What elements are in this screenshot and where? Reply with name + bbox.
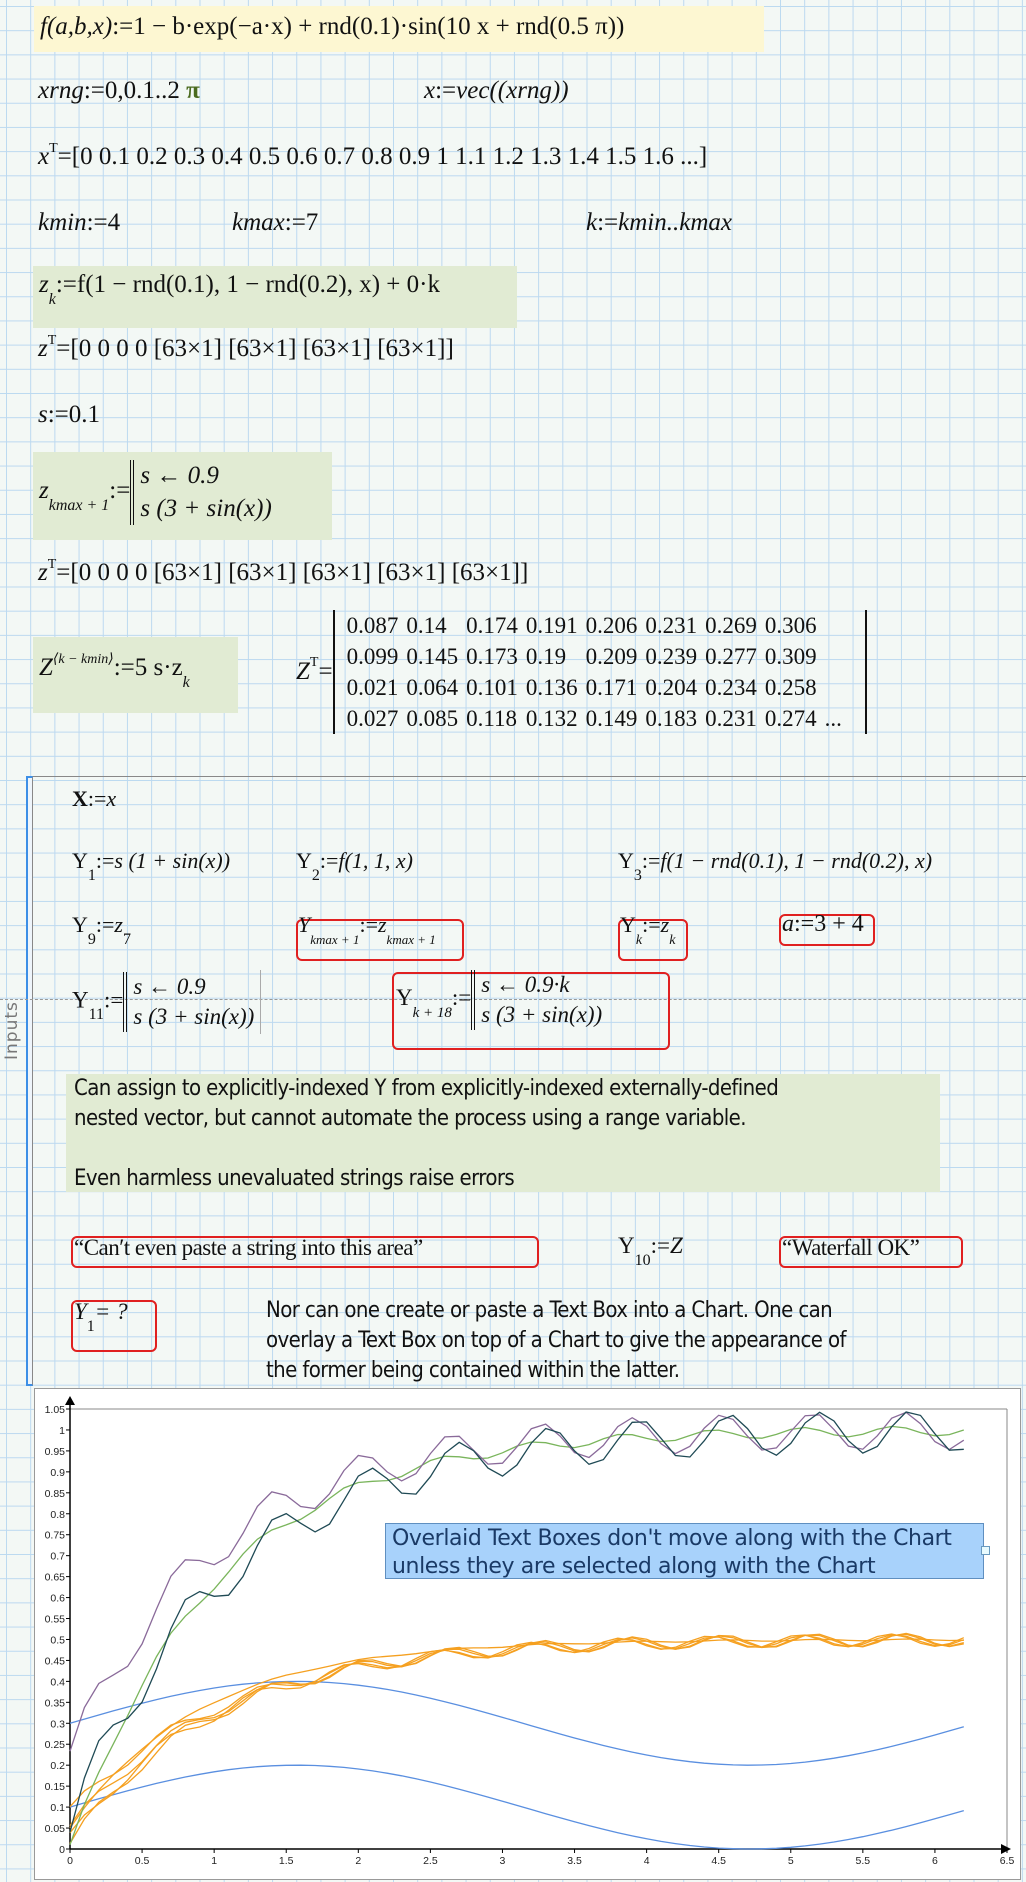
program-block: s ← 0.9·k s (3 + sin(x)) xyxy=(471,970,602,1030)
svg-text:0: 0 xyxy=(59,1844,65,1856)
svg-text:2: 2 xyxy=(355,1855,362,1867)
inputs-region-label: Inputs xyxy=(2,1001,22,1060)
Y10-definition[interactable]: $Y_{10}:=Z$ xyxy=(618,1233,683,1269)
chart-series-line xyxy=(70,1426,964,1844)
svg-text:1: 1 xyxy=(59,1424,65,1437)
svg-text:6.5: 6.5 xyxy=(999,1855,1015,1867)
chart-series-line xyxy=(70,1765,964,1849)
note-textbox-chart[interactable]: Nor can one create or paste a Text Box into a Chart. One can overlay a Text Box on top of a Chart to give the appearance of the former being contained within the latter. xyxy=(266,1298,846,1383)
svg-text:0.05: 0.05 xyxy=(44,1823,65,1836)
program-block: s ← 0.9 s (3 + sin(x)) xyxy=(123,972,254,1032)
svg-text:0: 0 xyxy=(67,1855,73,1867)
matrix-row: 0.021 0.064 0.101 0.136 0.171 0.204 0.234 0.258 xyxy=(346,675,817,700)
svg-text:0.85: 0.85 xyxy=(44,1487,65,1500)
svg-text:4: 4 xyxy=(643,1855,650,1867)
svg-text:0.8: 0.8 xyxy=(50,1508,65,1521)
Yk-definition[interactable]: $Y_k:=z_k$ xyxy=(620,912,676,948)
svg-text:5: 5 xyxy=(787,1855,794,1867)
chart-series-line xyxy=(70,1681,964,1765)
svg-text:4.5: 4.5 xyxy=(711,1855,726,1867)
Z-column-definition[interactable]: $Z^{⟨k - kmin⟩}:=5$ $s\cdot z_k$ xyxy=(33,637,238,713)
svg-text:0.2: 0.2 xyxy=(50,1760,65,1773)
chart-series-line xyxy=(70,1412,964,1832)
inputs-region-collapse-bar[interactable] xyxy=(26,776,33,1386)
s-definition[interactable]: s:=0.1 xyxy=(38,401,101,428)
svg-text:5.5: 5.5 xyxy=(855,1855,871,1867)
f-definition[interactable]: f(a,b,x):=1 − b·exp(−a·x) + rnd(0.1)·sin(10 x + rnd(0.5 π)) xyxy=(34,6,764,52)
svg-text:1.05: 1.05 xyxy=(44,1404,65,1416)
svg-text:0.5: 0.5 xyxy=(134,1855,150,1867)
Y1-definition[interactable]: $Y_1:=s$ (1 + sin(x)) xyxy=(72,848,231,884)
svg-text:0.9: 0.9 xyxy=(50,1466,65,1479)
x-axis-arrow-icon xyxy=(1001,1844,1011,1854)
svg-text:0.45: 0.45 xyxy=(44,1655,65,1668)
svg-text:3.5: 3.5 xyxy=(567,1855,582,1867)
matrix-row: 0.027 0.085 0.118 0.132 0.149 0.183 0.231 0.274 ... xyxy=(346,706,842,731)
Z-transpose-matrix[interactable]: $Z^T=$ 0.087 0.14 0.174 0.191 0.206 0.231 0.269 0.306 0.099 0.145 0.173 0.19 0.209 0.239 0.277 0.309 0.021 0.064 0.101 0.136 0.171 0.204 0.234 0.258 0.027 0.085 0.118 0.132 0.149 0.183 0.231 0.274 ... xyxy=(296,610,867,734)
svg-text:0.5: 0.5 xyxy=(50,1634,65,1647)
svg-text:0.3: 0.3 xyxy=(50,1718,65,1731)
z-transpose-evaluation-1[interactable]: $z^T=[0$ 0 0 0 [63×1] [63×1] [63×1] [63×1]] xyxy=(38,333,454,362)
svg-text:0.25: 0.25 xyxy=(44,1739,65,1752)
svg-text:0.75: 0.75 xyxy=(44,1529,65,1542)
svg-text:0.65: 0.65 xyxy=(44,1571,65,1584)
svg-text:0.7: 0.7 xyxy=(50,1550,65,1563)
Ykmax-definition[interactable]: $Y_{kmax + 1}:=z_{kmax + 1}$ xyxy=(298,912,436,947)
svg-text:2.5: 2.5 xyxy=(423,1855,438,1867)
svg-text:0.95: 0.95 xyxy=(44,1445,65,1458)
chart-component[interactable] xyxy=(34,1388,1021,1880)
k-range-definition[interactable]: k:=kmin..kmax xyxy=(586,209,732,236)
chart-series-line xyxy=(70,1639,964,1828)
x-transpose-evaluation[interactable]: $x^T=[0$ 0.1 0.2 0.3 0.4 0.5 0.6 0.7 0.8 0.9 1 1.1 1.2 1.3 1.4 1.5 1.6 ...] xyxy=(38,141,708,170)
region-top-border xyxy=(31,776,1026,777)
matrix-row: 0.087 0.14 0.174 0.191 0.206 0.231 0.269 0.306 xyxy=(346,613,817,638)
chart-series-line xyxy=(70,1412,964,1751)
z-transpose-evaluation-2[interactable]: $z^T=[0$ 0 0 0 [63×1] [63×1] [63×1] [63×1] [63×1]] xyxy=(38,557,529,586)
kmax-definition[interactable]: kmax:=7 xyxy=(232,209,319,236)
Y1-evaluation[interactable]: $Y_1=$ ? xyxy=(74,1299,128,1335)
Y9-definition[interactable]: $Y_9:=z_7$ xyxy=(72,912,131,948)
string-paste-error[interactable]: “Can′t even paste a string into this area” xyxy=(74,1235,423,1260)
program-block: s ← 0.9 s (3 + sin(x)) xyxy=(130,460,271,525)
X-definition[interactable]: X:=x xyxy=(72,786,117,811)
chart-series-line xyxy=(70,1633,964,1843)
svg-text:0.6: 0.6 xyxy=(50,1592,65,1605)
matrix-brackets xyxy=(333,610,867,734)
svg-text:3: 3 xyxy=(499,1855,506,1867)
waterfall-string[interactable]: “Waterfall OK” xyxy=(782,1235,920,1260)
overlaid-textbox[interactable]: Overlaid Text Boxes don't move along with the Chart unless they are selected along with the Chart xyxy=(385,1523,984,1579)
svg-text:1: 1 xyxy=(211,1855,218,1867)
svg-text:0.4: 0.4 xyxy=(50,1676,65,1689)
Y3-definition[interactable]: $Y_3:=f(1 - rnd(0.1)$, 1 − rnd(0.2), x) xyxy=(618,848,933,884)
svg-text:6: 6 xyxy=(932,1855,938,1867)
x-definition[interactable]: x:=vec((xrng)) xyxy=(424,77,569,104)
a-definition[interactable]: a:=3 + 4 xyxy=(782,911,864,937)
Y2-definition[interactable]: $Y_2:=f(1$, 1, x) xyxy=(296,848,413,884)
kmin-definition[interactable]: kmin:=4 xyxy=(38,209,121,236)
resize-handle[interactable] xyxy=(981,1546,990,1555)
matrix-row: 0.099 0.145 0.173 0.19 0.209 0.239 0.277 0.309 xyxy=(346,644,817,669)
chart-series-line xyxy=(70,1634,964,1825)
Yk18-program-definition[interactable]: $Y_{k + 18}:=s$ ← 0.9·k s (3 + sin(x)) xyxy=(396,970,602,1030)
svg-text:0.1: 0.1 xyxy=(50,1802,65,1815)
svg-text:1.5: 1.5 xyxy=(278,1855,294,1867)
chart-series-line xyxy=(70,1634,964,1833)
svg-text:0.55: 0.55 xyxy=(44,1613,65,1626)
svg-text:0.15: 0.15 xyxy=(44,1781,65,1794)
z-kmax-program-definition[interactable]: $z_{kmax + 1}:=s$ ← 0.9 s (3 + sin(x)) xyxy=(33,452,332,540)
zk-definition[interactable]: $z_k:=f(1 - rnd(0.1)$, 1 − rnd(0.2), x) + 0·k xyxy=(33,266,517,328)
svg-text:0.35: 0.35 xyxy=(44,1697,65,1710)
note-explicit-index[interactable]: Can assign to explicitly-indexed Y from explicitly-indexed externally-defined nested vector, but cannot automate the process using a range variable. Even harmless unevaluated strings raise errors xyxy=(66,1074,940,1192)
y-axis-arrow-icon xyxy=(65,1396,75,1405)
chart-plot xyxy=(35,1389,1020,1879)
Y11-program-definition[interactable]: $Y_{11}:=s$ ← 0.9 s (3 + sin(x)) xyxy=(72,970,261,1034)
matrix-table xyxy=(343,610,857,734)
xrng-definition[interactable]: xrng:=0,0.1..2 π xyxy=(38,77,200,104)
